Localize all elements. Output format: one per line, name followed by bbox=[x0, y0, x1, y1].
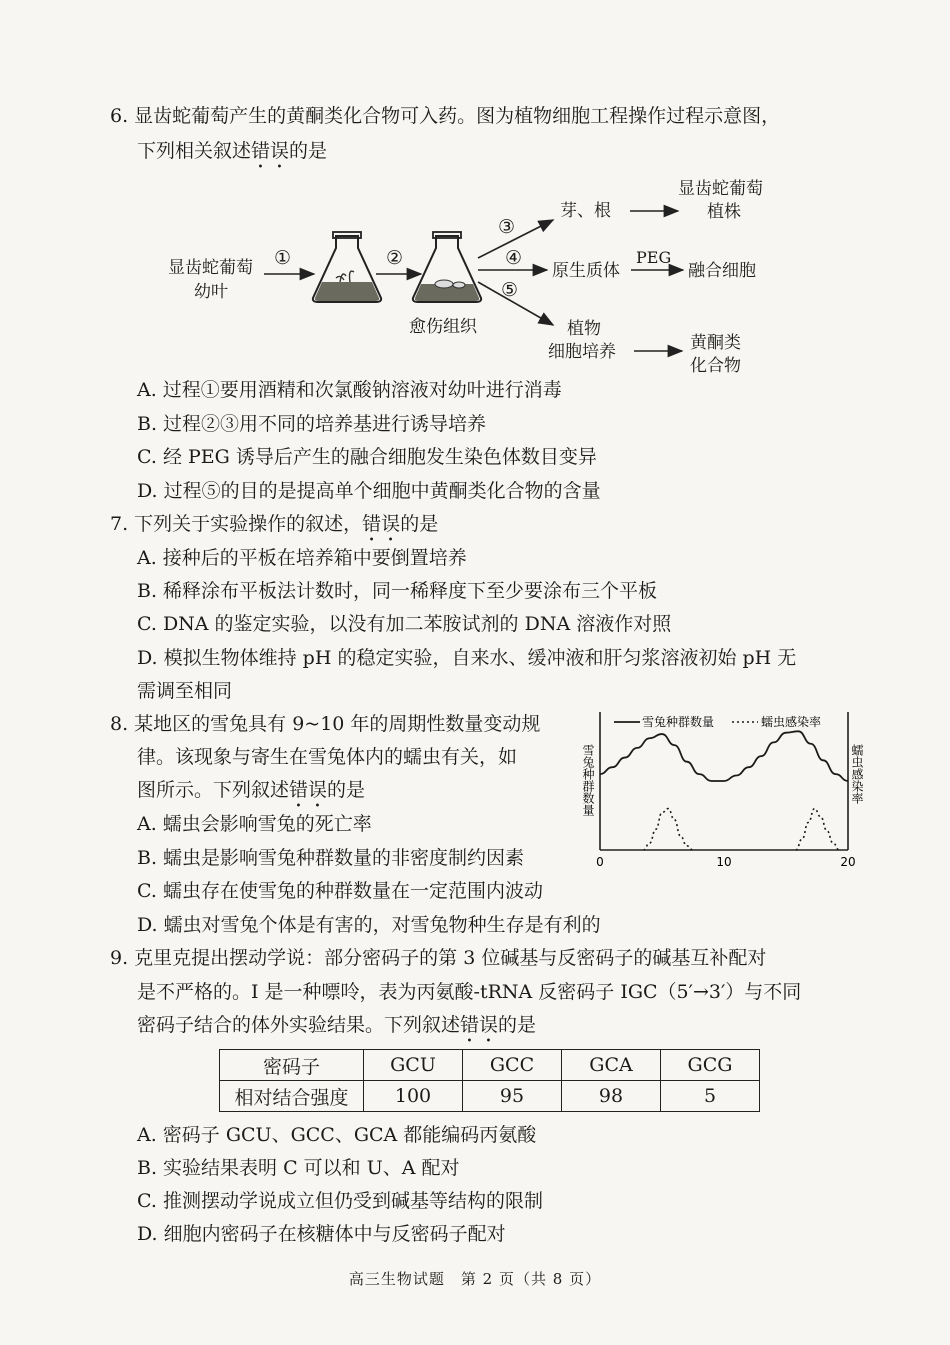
q6-stem-post: 的是 bbox=[289, 140, 328, 162]
table-cell: GCU bbox=[364, 1050, 463, 1081]
q9-stem-line1: 9. 克里克提出摆动学说：部分密码子的第 3 位碱基与反密码子的碱基互补配对 bbox=[110, 947, 767, 969]
table-cell: 100 bbox=[364, 1081, 463, 1112]
label-callus: 愈伤组织 bbox=[409, 317, 477, 337]
y-axis-label: 雪兔种群数量 bbox=[581, 744, 595, 816]
q7-option-d-cont: 需调至相同 bbox=[137, 680, 233, 702]
chart-labels bbox=[581, 714, 864, 869]
table-cell: GCC bbox=[463, 1050, 562, 1081]
label-start2: 幼叶 bbox=[194, 282, 228, 302]
label-flav2: 化合物 bbox=[690, 356, 741, 376]
page-footer: 高三生物试题 第 2 页（共 8 页） bbox=[348, 1270, 602, 1288]
label-culture2: 细胞培养 bbox=[548, 342, 616, 362]
series-line-hare bbox=[600, 731, 848, 781]
label-step1: ① bbox=[274, 247, 292, 269]
label-step3: ③ bbox=[498, 216, 516, 238]
q7-option-a: A. 接种后的平板在培养箱中要倒置培养 bbox=[137, 547, 467, 569]
table-row bbox=[220, 1081, 760, 1112]
label-step2: ② bbox=[386, 247, 404, 269]
q8-stem-line2: 律。该现象与寄生在雪兔体内的蠕虫有关，如 bbox=[137, 746, 518, 768]
series-line-worm bbox=[796, 809, 839, 850]
x-tick-label: 10 bbox=[716, 855, 732, 869]
flask-icon bbox=[413, 232, 481, 302]
table-cell: 密码子 bbox=[220, 1050, 364, 1081]
chart-series bbox=[600, 731, 848, 850]
q9-stem-pre: 密码子结合的体外实验结果。下列叙述 bbox=[137, 1014, 461, 1036]
label-step4: ④ bbox=[505, 247, 523, 269]
q8-stem-emphasis: 错误 bbox=[289, 779, 328, 801]
q6-stem-pre: 下列相关叙述 bbox=[137, 140, 252, 162]
table-cell: 5 bbox=[661, 1081, 760, 1112]
table-cell: GCA bbox=[562, 1050, 661, 1081]
q9-stem-line3 bbox=[137, 1013, 536, 1047]
label-step5: ⑤ bbox=[501, 279, 519, 301]
table-cell: 95 bbox=[463, 1081, 562, 1112]
q8-option-a: A. 蠕虫会影响雪兔的死亡率 bbox=[137, 813, 372, 835]
codon-table bbox=[219, 1049, 760, 1112]
legend-label-worm: 蠕虫感染率 bbox=[761, 715, 822, 729]
table-cell: 相对结合强度 bbox=[220, 1081, 364, 1112]
q7-stem-pre: 7. 下列关于实验操作的叙述， bbox=[110, 513, 363, 535]
x-tick-label: 20 bbox=[840, 855, 856, 869]
x-tick-label: 0 bbox=[596, 855, 604, 869]
q9-option-b: B. 实验结果表明 C 可以和 U、A 配对 bbox=[137, 1157, 460, 1179]
label-fused: 融合细胞 bbox=[688, 261, 756, 281]
q7-option-b: B. 稀释涂布平板法计数时，同一稀释度下至少要涂布三个平板 bbox=[137, 580, 658, 602]
q8-option-d: D. 蠕虫对雪兔个体是有害的，对雪兔物种生存是有利的 bbox=[137, 914, 601, 936]
q6-stem-line1: 6. 显齿蛇葡萄产生的黄酮类化合物可入药。图为植物细胞工程操作过程示意图， bbox=[110, 105, 781, 127]
q7-option-c: C. DNA 的鉴定实验，以没有加二苯胺试剂的 DNA 溶液作对照 bbox=[137, 613, 672, 635]
label-start: 显齿蛇葡萄 bbox=[168, 258, 253, 278]
q8-option-b: B. 蠕虫是影响雪兔种群数量的非密度制约因素 bbox=[137, 847, 525, 869]
y2-axis-label: 蠕虫感染率 bbox=[850, 744, 864, 804]
label-plant2: 植株 bbox=[707, 202, 741, 222]
q9-stem-line2: 是不严格的。I 是一种嘌呤，表为丙氨酸-tRNA 反密码子 IGC（5′→3′）与不同 bbox=[137, 981, 802, 1003]
q8-stem-line1: 8. 某地区的雪兔具有 9~10 年的周期性数量变动规 bbox=[110, 713, 541, 735]
q6-option-c: C. 经 PEG 诱导后产生的融合细胞发生染色体数目变异 bbox=[137, 446, 597, 468]
q6-diagram bbox=[0, 0, 950, 390]
q8-stem-pre: 图所示。下列叙述 bbox=[137, 779, 290, 801]
q7-option-d: D. 模拟生物体维持 pH 的稳定实验，自来水、缓冲液和肝匀浆溶液初始 pH 无 bbox=[137, 647, 797, 669]
q9-stem-post: 的是 bbox=[498, 1014, 537, 1036]
q8-option-c: C. 蠕虫存在使雪兔的种群数量在一定范围内波动 bbox=[137, 880, 543, 902]
q6-option-a: A. 过程①要用酒精和次氯酸钠溶液对幼叶进行消毒 bbox=[137, 379, 562, 401]
q9-stem-emphasis: 错误 bbox=[460, 1014, 499, 1036]
q6-stem-emphasis: 错误 bbox=[251, 140, 290, 162]
table-cell: 98 bbox=[562, 1081, 661, 1112]
table-row bbox=[220, 1050, 760, 1081]
legend-label-hare: 雪兔种群数量 bbox=[642, 715, 715, 729]
q7-stem-post: 的是 bbox=[400, 513, 439, 535]
table-cell: GCG bbox=[661, 1050, 760, 1081]
q9-option-c: C. 推测摆动学说成立但仍受到碱基等结构的限制 bbox=[137, 1190, 543, 1212]
hare-worm-chart bbox=[581, 704, 864, 874]
q8-stem-line3 bbox=[137, 778, 365, 812]
label-plant1: 显齿蛇葡萄 bbox=[678, 179, 763, 199]
q6-option-d: D. 过程⑤的目的是提高单个细胞中黄酮类化合物的含量 bbox=[137, 480, 601, 502]
q6-option-b: B. 过程②③用不同的培养基进行诱导培养 bbox=[137, 413, 487, 435]
label-flav1: 黄酮类 bbox=[690, 333, 741, 353]
label-culture1: 植物 bbox=[567, 319, 601, 339]
q9-option-a: A. 密码子 GCU、GCC、GCA 都能编码丙氨酸 bbox=[137, 1124, 537, 1146]
label-bud-root: 芽、根 bbox=[560, 201, 611, 221]
q8-stem-post: 的是 bbox=[327, 779, 366, 801]
label-peg: PEG bbox=[636, 248, 672, 267]
q7-stem-emphasis: 错误 bbox=[362, 513, 401, 535]
q9-option-d: D. 细胞内密码子在核糖体中与反密码子配对 bbox=[137, 1223, 506, 1245]
q7-stem bbox=[110, 512, 438, 546]
series-line-worm bbox=[643, 809, 693, 850]
flask-icon bbox=[313, 232, 381, 302]
label-protoplast: 原生质体 bbox=[552, 261, 620, 281]
